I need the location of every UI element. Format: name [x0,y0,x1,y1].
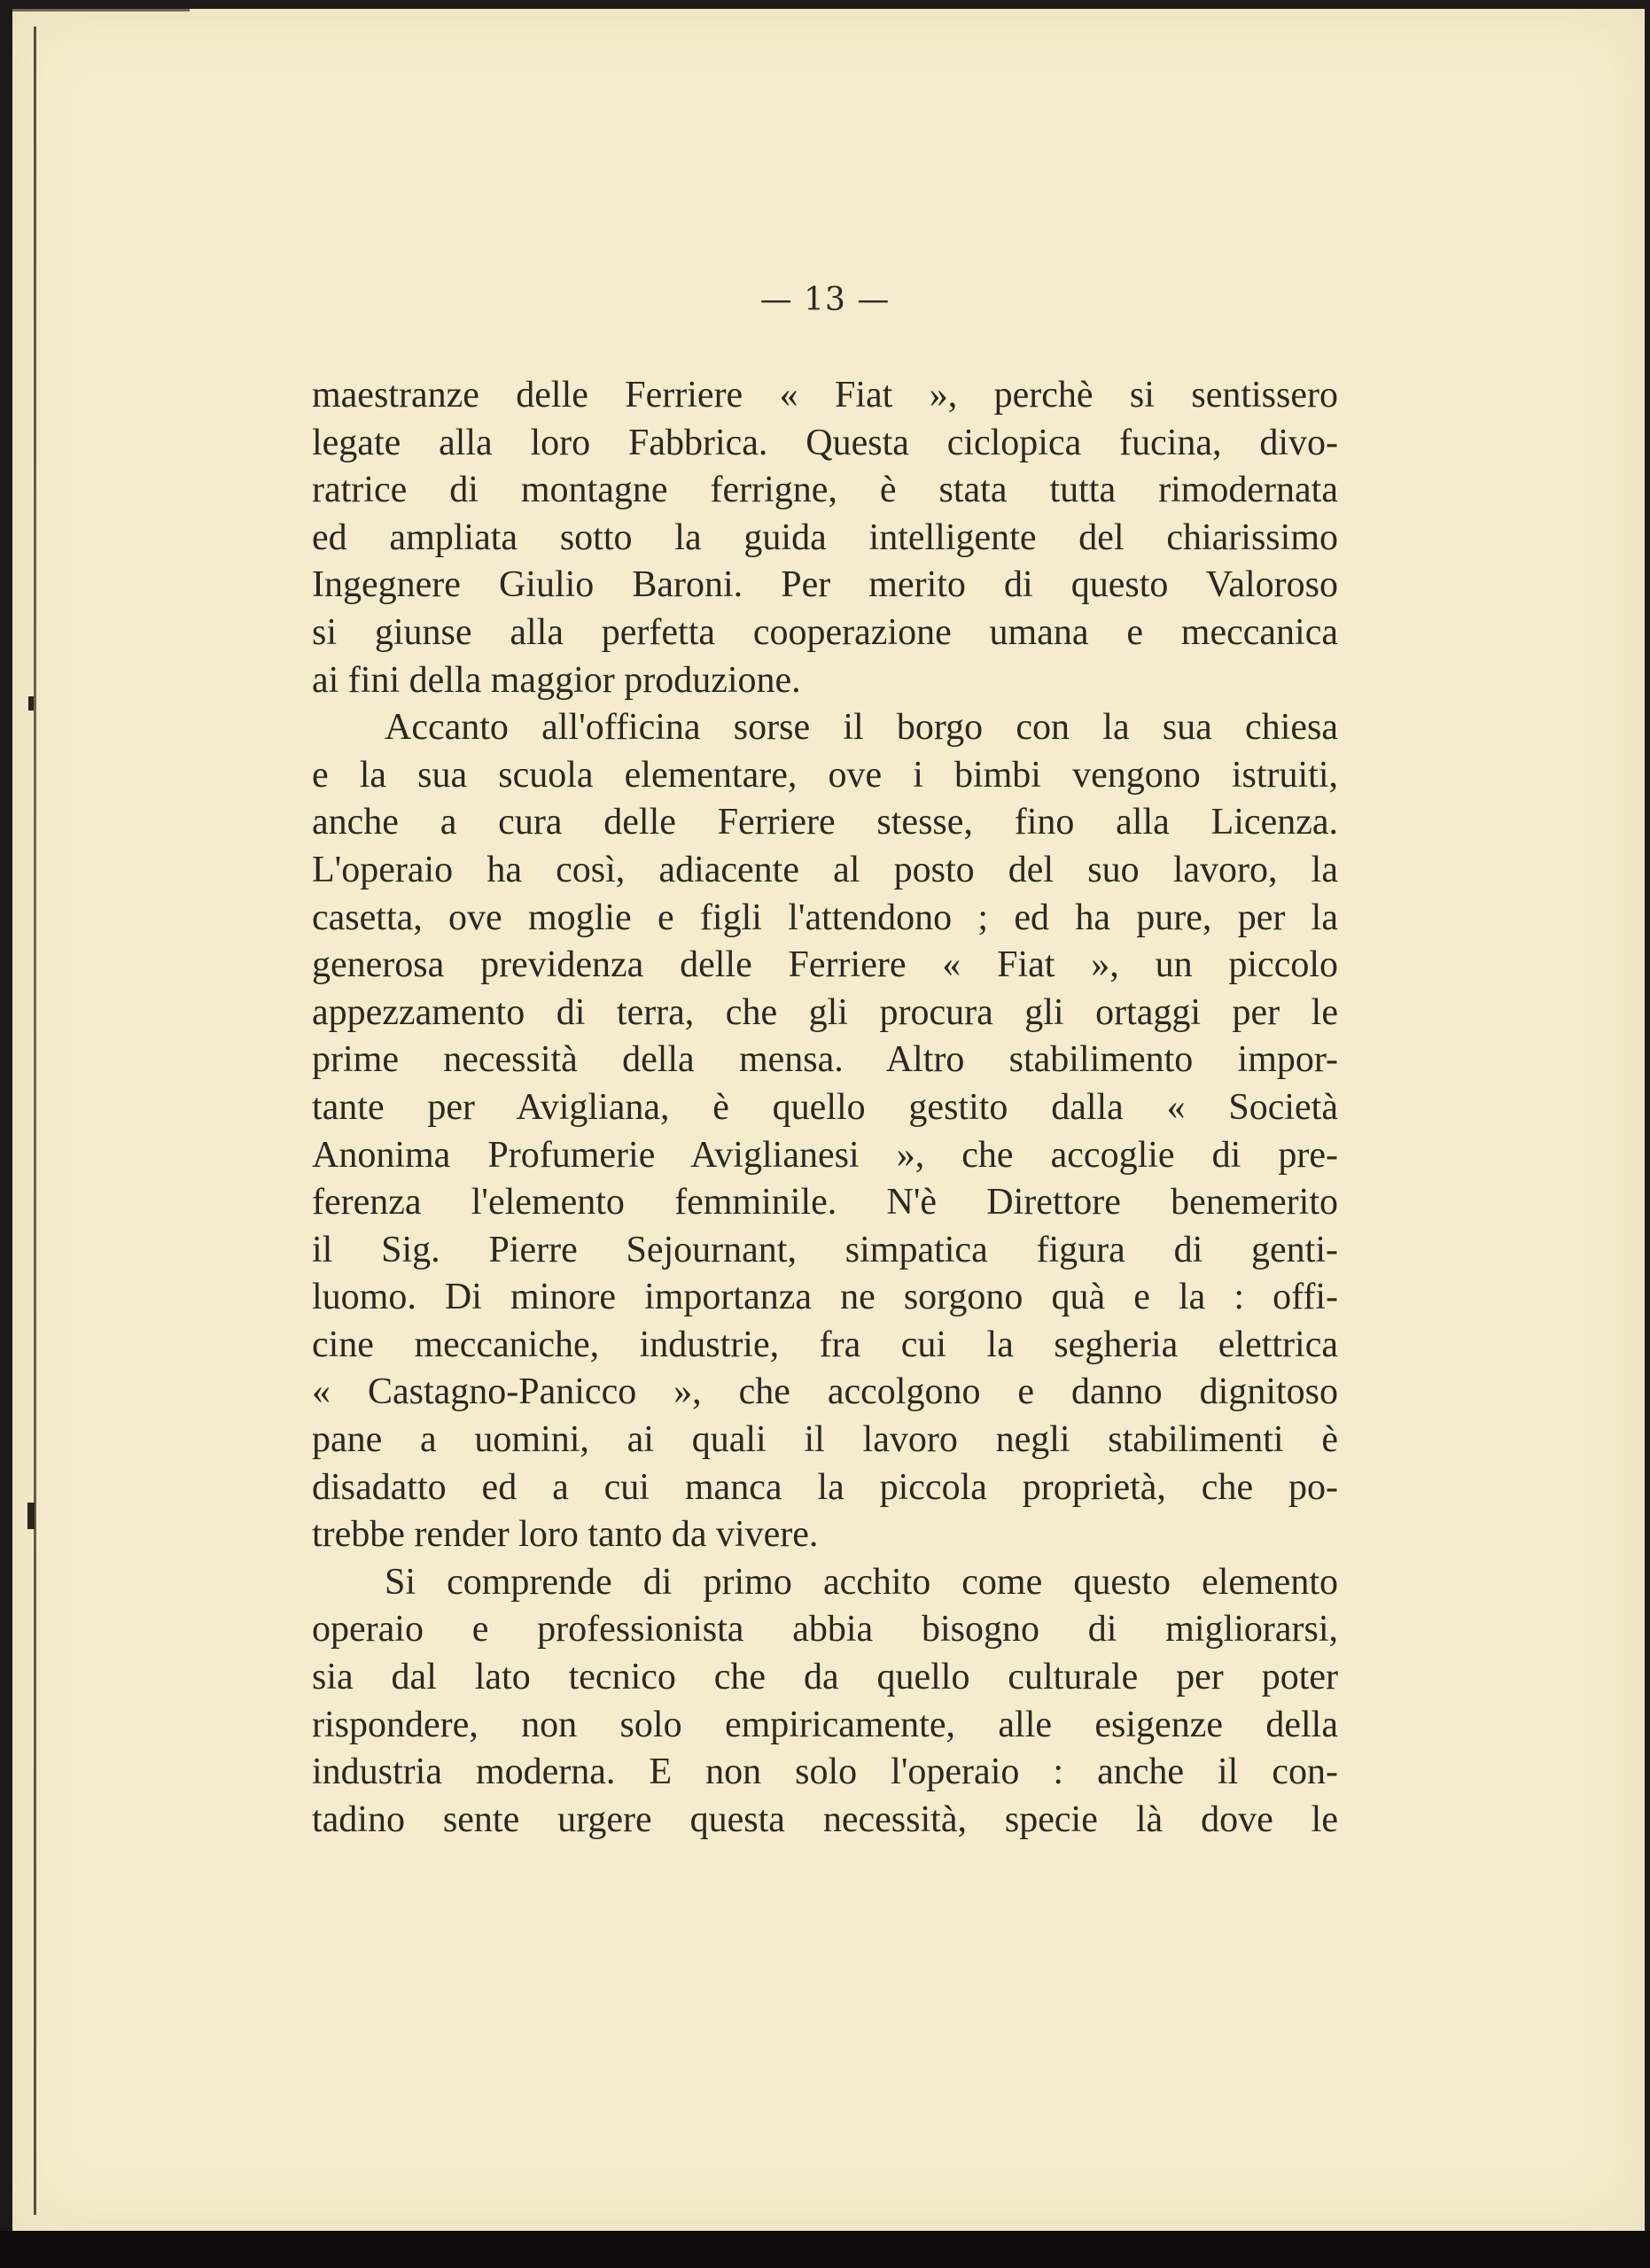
text-line: disadatto ed a cui manca la piccola proprietà, che po- [312,1466,1338,1508]
text-line: ratrice di montagne ferrigne, è stata tutta rimodernata [312,470,1338,511]
text-line: si giunse alla perfetta cooperazione umana e meccanica [312,611,1338,653]
paragraph [312,704,1338,1559]
text-line: Ingegnere Giulio Baroni. Per merito di questo Valoroso [312,564,1338,606]
text-line: pane a uomini, ai quali il lavoro negli stabilimenti è [312,1419,1338,1461]
text-line: ai fini della maggior produzione. [312,659,801,701]
paragraph [312,1559,1338,1845]
text-line: ferenza l'elemento femminile. N'è Direttore benemerito [312,1182,1338,1223]
text-line: luomo. Di minore importanza ne sorgono quà e la : offi- [312,1277,1338,1318]
text-line: appezzamento di terra, che gli procura gli ortaggi per le [312,991,1338,1033]
binding-mark [28,696,34,711]
paragraph [312,372,1338,704]
binding-mark [27,1503,35,1529]
body-text [312,372,1338,1844]
text-line: L'operaio ha così, adiacente al posto del suo lavoro, la [312,849,1338,890]
top-edge-rule [12,9,190,12]
binding-edge-rule [34,27,36,2215]
text-line: tadino sente urgere questa necessità, specie là dove le [312,1798,1338,1840]
text-line: ed ampliata sotto la guida intelligente del chiarissimo [312,517,1338,558]
text-line: Anonima Profumerie Aviglianesi », che accoglie di pre- [312,1134,1338,1176]
text-line: maestranze delle Ferriere « Fiat », perchè si sentissero [312,375,1338,416]
text-line: trebbe render loro tanto da vivere. [312,1514,819,1556]
text-line: Si comprende di primo acchito come questo elemento [385,1561,1338,1603]
text-line: legate alla loro Fabbrica. Questa ciclopica fucina, divo- [312,422,1338,463]
text-line: sia dal lato tecnico che da quello culturale per poter [312,1657,1338,1698]
text-line: e la sua scuola elementare, ove i bimbi vengono istruiti, [312,754,1338,796]
text-line: operaio e professionista abbia bisogno di migliorarsi, [312,1609,1338,1651]
text-line: generosa previdenza delle Ferriere « Fiat », un piccolo [312,944,1338,986]
text-line: casetta, ove moglie e figli l'attendono ; ed ha pure, per la [312,897,1338,938]
text-line: cine meccaniche, industrie, fra cui la segheria elettrica [312,1324,1338,1365]
text-line: prime necessità della mensa. Altro stabilimento impor- [312,1039,1338,1081]
scan-bottom-edge [0,2231,1650,2268]
text-line: tante per Avigliana, è quello gestito dalla « Società [312,1086,1338,1128]
text-line: « Castagno-Panicco », che accolgono e danno dignitoso [312,1371,1338,1413]
text-line: il Sig. Pierre Sejournant, simpatica figura di genti- [312,1229,1338,1270]
text-line: rispondere, non solo empiricamente, alle esigenze della [312,1704,1338,1745]
text-line: industria moderna. E non solo l'operaio : anche il con- [312,1751,1338,1793]
text-line: Accanto all'officina sorse il borgo con la sua chiesa [385,707,1338,749]
page-number: — 13 — [759,282,891,318]
text-line: anche a cura delle Ferriere stesse, fino alla Licenza. [312,802,1338,843]
